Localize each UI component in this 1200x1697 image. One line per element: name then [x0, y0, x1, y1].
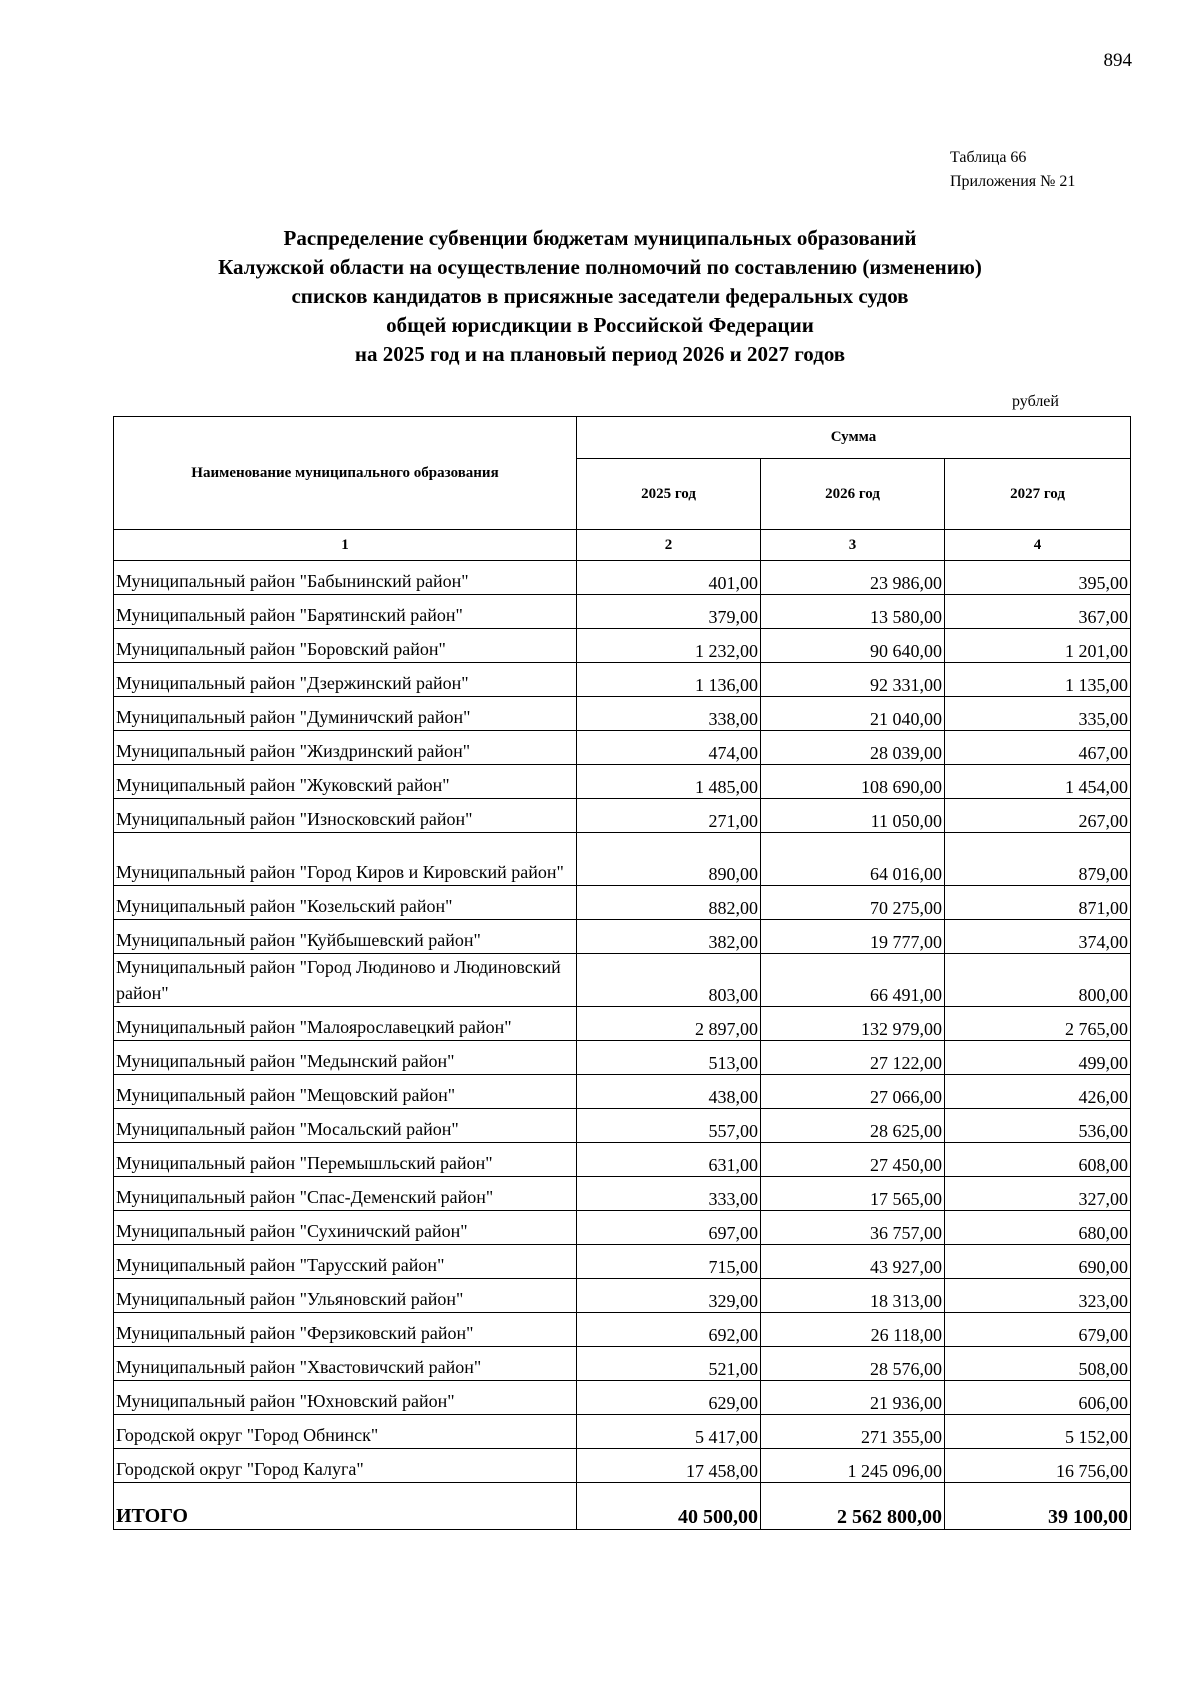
amount-2026: 23 986,00: [761, 561, 945, 595]
municipality-name: Муниципальный район "Сухиничский район": [114, 1211, 577, 1245]
amount-2026: 90 640,00: [761, 629, 945, 663]
table-row: [114, 1313, 1131, 1347]
amount-2025: 401,00: [577, 561, 761, 595]
amount-2027: 608,00: [945, 1143, 1131, 1177]
table-row: [114, 1007, 1131, 1041]
amount-2026: 13 580,00: [761, 595, 945, 629]
table-body: [114, 561, 1131, 1483]
amount-2026: 27 122,00: [761, 1041, 945, 1075]
amount-2027: 323,00: [945, 1279, 1131, 1313]
header-year-2026: 2026 год: [761, 459, 945, 530]
amount-2027: 679,00: [945, 1313, 1131, 1347]
appendix-label: Приложения № 21: [950, 173, 1076, 190]
amount-2026: 70 275,00: [761, 886, 945, 920]
amount-2027: 1 201,00: [945, 629, 1131, 663]
amount-2026: 18 313,00: [761, 1279, 945, 1313]
amount-2026: 19 777,00: [761, 920, 945, 954]
table-row: [114, 561, 1131, 595]
amount-2027: 374,00: [945, 920, 1131, 954]
amount-2027: 367,00: [945, 595, 1131, 629]
amount-2025: 1 232,00: [577, 629, 761, 663]
amount-2027: 467,00: [945, 731, 1131, 765]
municipality-name: Муниципальный район "Тарусский район": [114, 1245, 577, 1279]
amount-2026: 28 576,00: [761, 1347, 945, 1381]
column-number: 4: [945, 530, 1131, 561]
municipality-name: Муниципальный район "Юхновский район": [114, 1381, 577, 1415]
amount-2025: 329,00: [577, 1279, 761, 1313]
municipality-name: Муниципальный район "Медынский район": [114, 1041, 577, 1075]
amount-2026: 17 565,00: [761, 1177, 945, 1211]
title-line: Калужской области на осуществление полномочий по составлению (изменению): [218, 255, 982, 279]
amount-2025: 631,00: [577, 1143, 761, 1177]
table-reference: [950, 146, 1075, 194]
header-year-2027: 2027 год: [945, 459, 1131, 530]
table-row: [114, 920, 1131, 954]
municipality-name: Муниципальный район "Ульяновский район": [114, 1279, 577, 1313]
amount-2027: 690,00: [945, 1245, 1131, 1279]
table-row: [114, 629, 1131, 663]
amount-2026: 92 331,00: [761, 663, 945, 697]
table-row: [114, 1177, 1131, 1211]
amount-2027: 871,00: [945, 886, 1131, 920]
municipality-name: Муниципальный район "Хвастовичский район": [114, 1347, 577, 1381]
amount-2026: 43 927,00: [761, 1245, 945, 1279]
municipality-name: Муниципальный район "Ферзиковский район": [114, 1313, 577, 1347]
municipality-name: Муниципальный район "Боровский район": [114, 629, 577, 663]
units-label: рублей: [1012, 393, 1059, 410]
amount-2025: 557,00: [577, 1109, 761, 1143]
header-sum: Сумма: [577, 417, 1131, 459]
amount-2025: 715,00: [577, 1245, 761, 1279]
amount-2027: 327,00: [945, 1177, 1131, 1211]
table-row: [114, 1415, 1131, 1449]
column-number: 1: [114, 530, 577, 561]
amount-2027: 426,00: [945, 1075, 1131, 1109]
amount-2025: 17 458,00: [577, 1449, 761, 1483]
amount-2025: 890,00: [577, 833, 761, 886]
municipality-name: Муниципальный район "Козельский район": [114, 886, 577, 920]
amount-2026: 27 066,00: [761, 1075, 945, 1109]
municipality-name: Муниципальный район "Город Людиново и Людиновский район": [114, 954, 577, 1007]
municipality-name: Муниципальный район "Барятинский район": [114, 595, 577, 629]
title-line: общей юрисдикции в Российской Федерации: [386, 313, 814, 337]
municipality-name: Муниципальный район "Куйбышевский район": [114, 920, 577, 954]
amount-2025: 697,00: [577, 1211, 761, 1245]
municipality-name: Муниципальный район "Перемышльский район": [114, 1143, 577, 1177]
total-2026: 2 562 800,00: [761, 1483, 945, 1530]
amount-2027: 2 765,00: [945, 1007, 1131, 1041]
document-title: [100, 224, 1100, 369]
table-row: [114, 1075, 1131, 1109]
header-name: Наименование муниципального образования: [114, 417, 577, 530]
total-2025: 40 500,00: [577, 1483, 761, 1530]
municipality-name: Муниципальный район "Спас-Деменский район": [114, 1177, 577, 1211]
amount-2026: 64 016,00: [761, 833, 945, 886]
municipality-name: Муниципальный район "Малоярославецкий район": [114, 1007, 577, 1041]
municipality-name: Муниципальный район "Дзержинский район": [114, 663, 577, 697]
amount-2027: 1 135,00: [945, 663, 1131, 697]
amount-2025: 2 897,00: [577, 1007, 761, 1041]
amount-2025: 338,00: [577, 697, 761, 731]
amount-2026: 132 979,00: [761, 1007, 945, 1041]
table-row: [114, 799, 1131, 833]
amount-2026: 26 118,00: [761, 1313, 945, 1347]
title-line: Распределение субвенции бюджетам муниципальных образований: [283, 226, 917, 250]
amount-2026: 21 936,00: [761, 1381, 945, 1415]
amount-2025: 382,00: [577, 920, 761, 954]
amount-2026: 66 491,00: [761, 954, 945, 1007]
total-2027: 39 100,00: [945, 1483, 1131, 1530]
amount-2027: 5 152,00: [945, 1415, 1131, 1449]
amount-2026: 27 450,00: [761, 1143, 945, 1177]
amount-2025: 629,00: [577, 1381, 761, 1415]
amount-2026: 1 245 096,00: [761, 1449, 945, 1483]
total-label: ИТОГО: [114, 1483, 577, 1530]
amount-2025: 521,00: [577, 1347, 761, 1381]
table-row: [114, 697, 1131, 731]
amount-2025: 5 417,00: [577, 1415, 761, 1449]
municipality-name: Муниципальный район "Мещовский район": [114, 1075, 577, 1109]
municipality-name: Муниципальный район "Износковский район": [114, 799, 577, 833]
column-number: 2: [577, 530, 761, 561]
amount-2027: 335,00: [945, 697, 1131, 731]
amount-2026: 28 625,00: [761, 1109, 945, 1143]
municipality-name: Муниципальный район "Мосальский район": [114, 1109, 577, 1143]
municipality-name: Муниципальный район "Бабынинский район": [114, 561, 577, 595]
amount-2027: 499,00: [945, 1041, 1131, 1075]
amount-2027: 1 454,00: [945, 765, 1131, 799]
amount-2026: 108 690,00: [761, 765, 945, 799]
amount-2025: 882,00: [577, 886, 761, 920]
municipality-name: Муниципальный район "Город Киров и Кировский район": [114, 833, 577, 886]
table-row: [114, 1381, 1131, 1415]
table-row: [114, 833, 1131, 886]
amount-2025: 513,00: [577, 1041, 761, 1075]
header-year-2025: 2025 год: [577, 459, 761, 530]
table-row: [114, 886, 1131, 920]
table-row: [114, 954, 1131, 1007]
municipality-name: Муниципальный район "Думиничский район": [114, 697, 577, 731]
amount-2026: 11 050,00: [761, 799, 945, 833]
table-row: [114, 1279, 1131, 1313]
title-line: на 2025 год и на плановый период 2026 и 2027 годов: [354, 342, 846, 366]
municipality-name: Муниципальный район "Жуковский район": [114, 765, 577, 799]
amount-2026: 28 039,00: [761, 731, 945, 765]
amount-2027: 680,00: [945, 1211, 1131, 1245]
amount-2027: 606,00: [945, 1381, 1131, 1415]
table-label: Таблица 66: [950, 149, 1027, 166]
amount-2025: 271,00: [577, 799, 761, 833]
amount-2027: 800,00: [945, 954, 1131, 1007]
municipality-name: Городской округ "Город Обнинск": [114, 1415, 577, 1449]
amount-2026: 21 040,00: [761, 697, 945, 731]
title-line: списков кандидатов в присяжные заседатели федеральных судов: [291, 284, 909, 308]
municipality-name: Муниципальный район "Жиздринский район": [114, 731, 577, 765]
table-row: [114, 1449, 1131, 1483]
table-row: [114, 1143, 1131, 1177]
table-row: [114, 1211, 1131, 1245]
amount-2025: 803,00: [577, 954, 761, 1007]
amount-2025: 474,00: [577, 731, 761, 765]
table-row: [114, 595, 1131, 629]
amount-2025: 438,00: [577, 1075, 761, 1109]
amount-2025: 333,00: [577, 1177, 761, 1211]
amount-2027: 879,00: [945, 833, 1131, 886]
table-row: [114, 765, 1131, 799]
table-row: [114, 663, 1131, 697]
amount-2025: 1 485,00: [577, 765, 761, 799]
table-row: [114, 1245, 1131, 1279]
table-row: [114, 1347, 1131, 1381]
amount-2027: 16 756,00: [945, 1449, 1131, 1483]
amount-2025: 1 136,00: [577, 663, 761, 697]
column-number: 3: [761, 530, 945, 561]
amount-2025: 692,00: [577, 1313, 761, 1347]
total-row: [114, 1483, 1131, 1530]
amount-2027: 267,00: [945, 799, 1131, 833]
table-row: [114, 1041, 1131, 1075]
page-number: 894: [1103, 50, 1132, 71]
budget-table: [113, 416, 1131, 1530]
amount-2025: 379,00: [577, 595, 761, 629]
table-row: [114, 731, 1131, 765]
amount-2026: 271 355,00: [761, 1415, 945, 1449]
amount-2027: 395,00: [945, 561, 1131, 595]
amount-2026: 36 757,00: [761, 1211, 945, 1245]
table-row: [114, 1109, 1131, 1143]
amount-2027: 536,00: [945, 1109, 1131, 1143]
municipality-name: Городской округ "Город Калуга": [114, 1449, 577, 1483]
amount-2027: 508,00: [945, 1347, 1131, 1381]
